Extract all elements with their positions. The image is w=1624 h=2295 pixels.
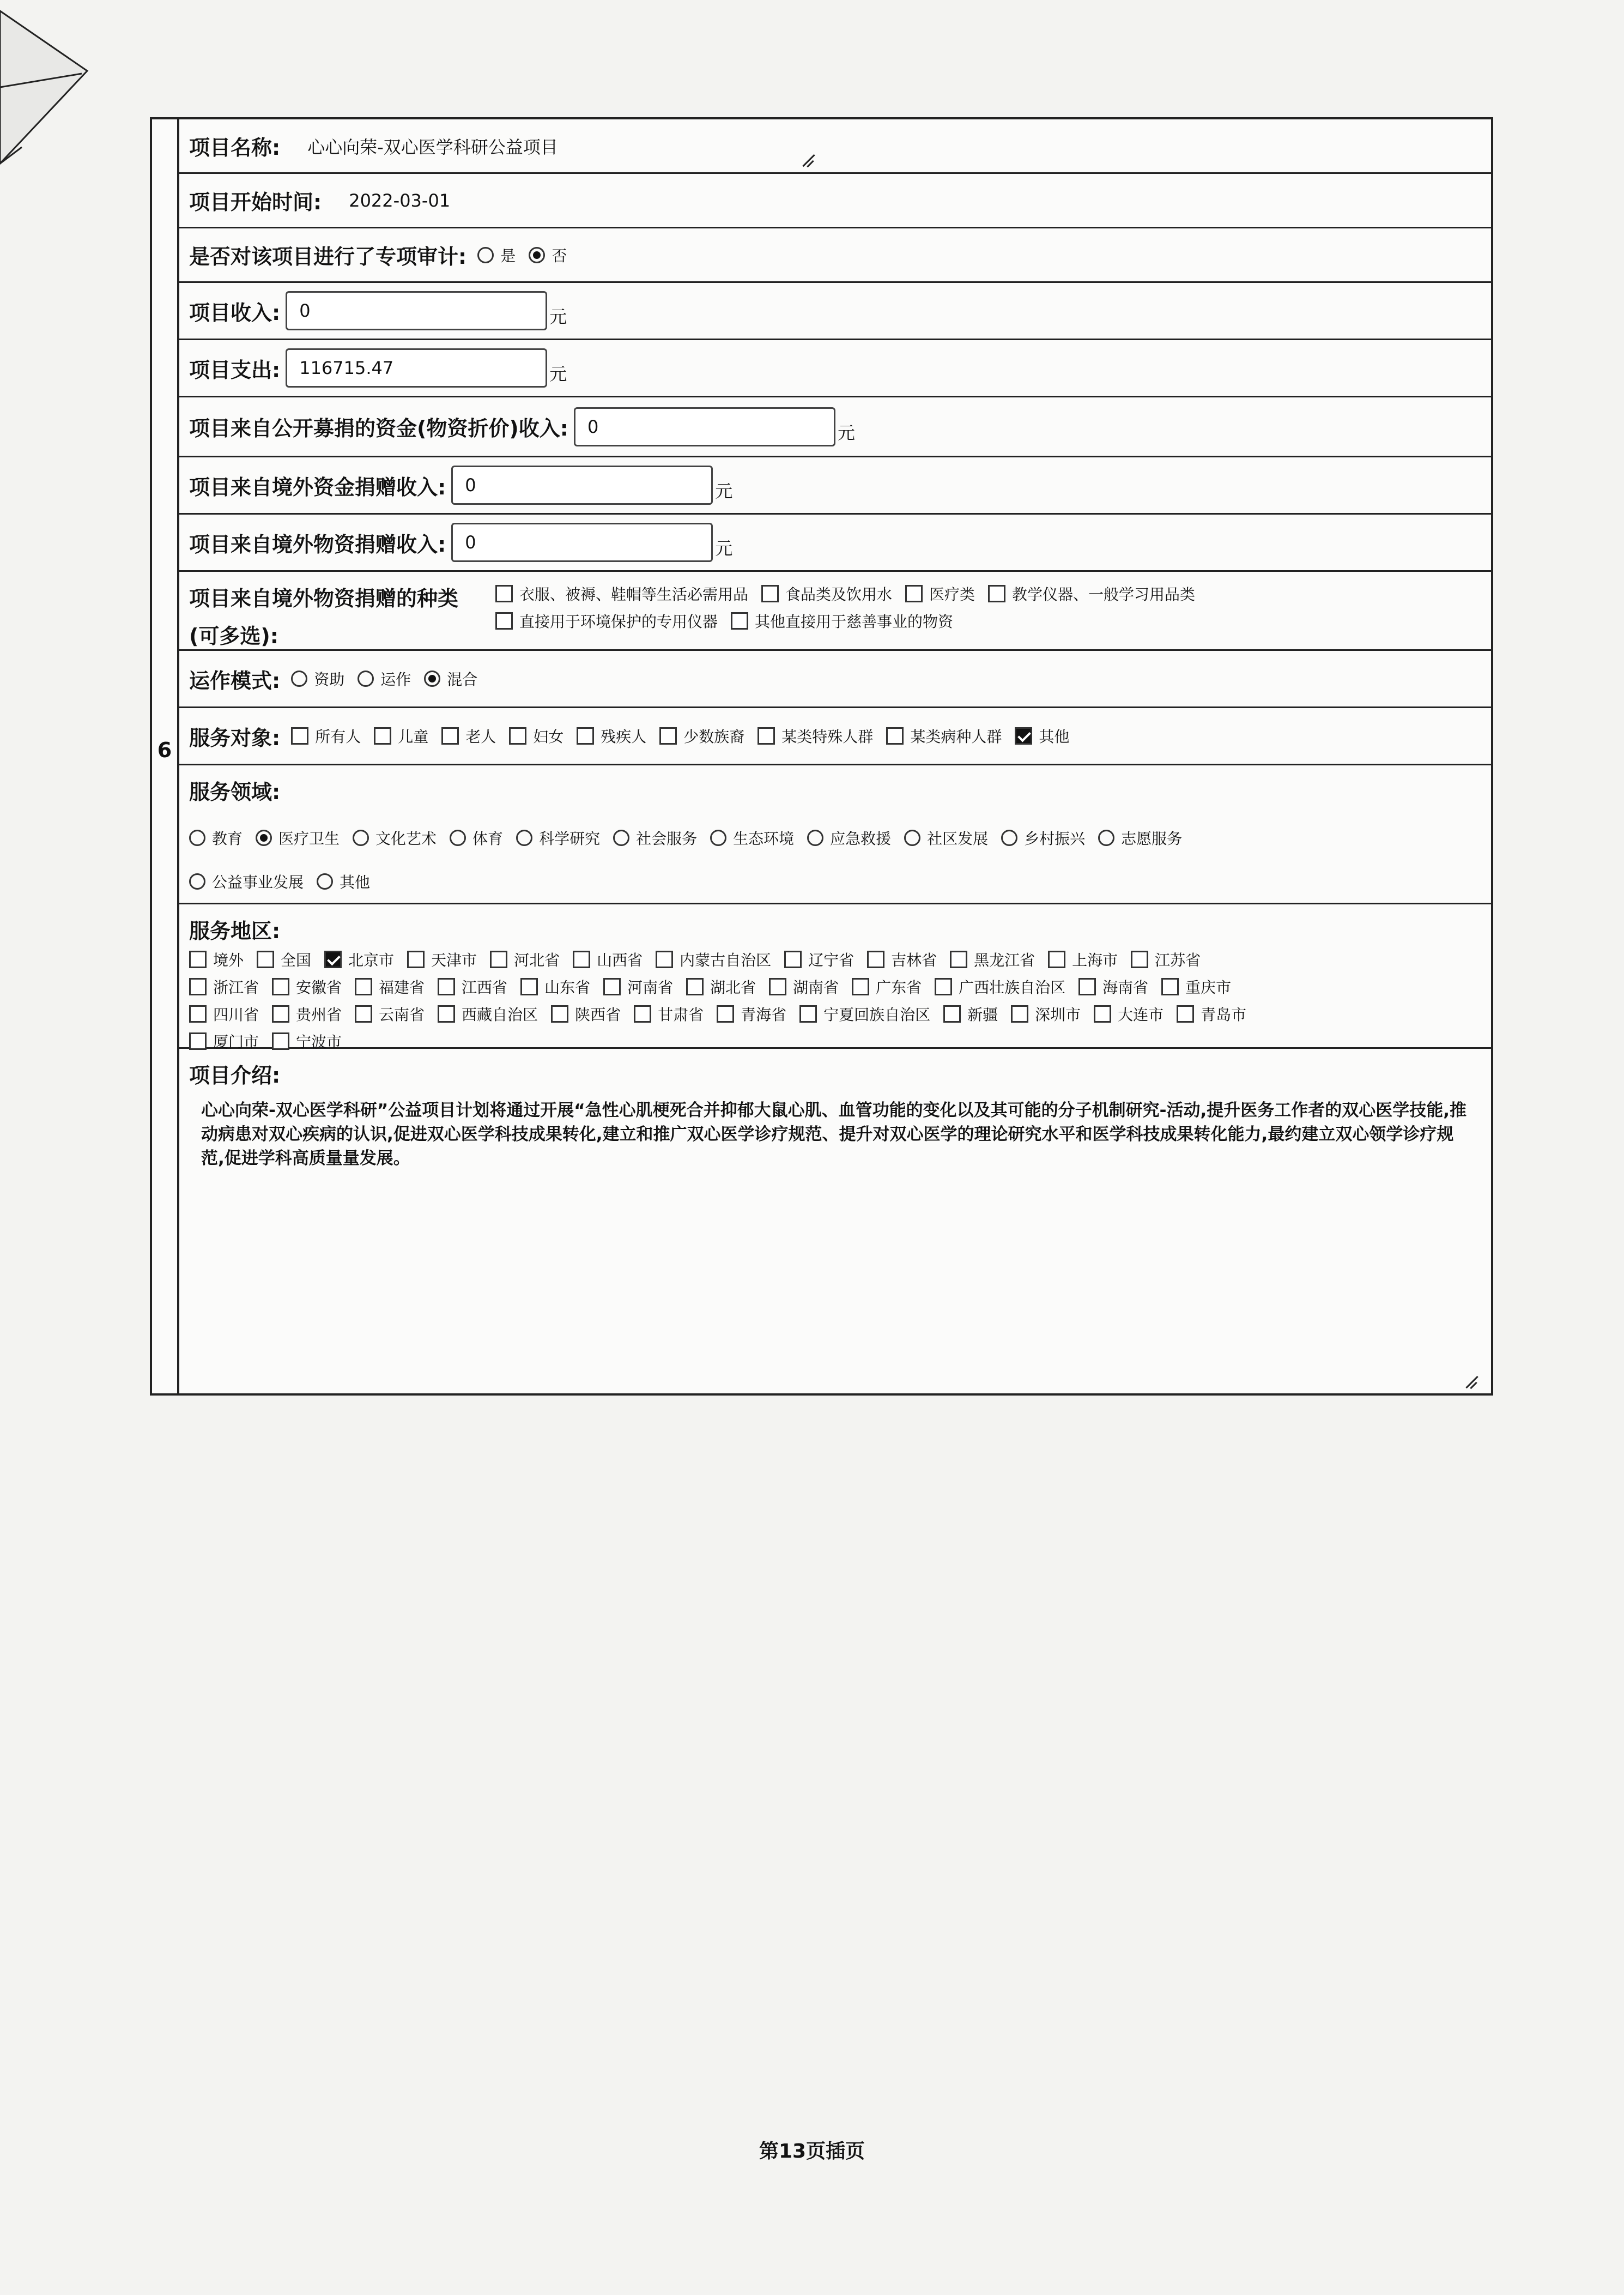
public-fund-label: 项目来自公开募捐的资金(物资折价)收入:: [189, 416, 568, 440]
field-option-culture-art[interactable]: 文化艺术: [353, 827, 437, 849]
checkbox-icon[interactable]: [1011, 1005, 1028, 1023]
checkbox-icon[interactable]: [784, 951, 802, 968]
project-info-table: [150, 117, 1493, 1396]
checkbox-icon[interactable]: [935, 978, 952, 995]
row-expense: [179, 340, 1491, 397]
mode-option-operate[interactable]: 运作: [357, 668, 411, 690]
checkbox-icon[interactable]: [291, 727, 308, 745]
audit-label: 是否对该项目进行了专项审计:: [189, 245, 467, 269]
checkbox-checked-icon[interactable]: [324, 951, 342, 968]
checkbox-icon[interactable]: [551, 1005, 568, 1023]
radio-unselected-icon[interactable]: [189, 873, 205, 890]
row-goods-types: [179, 572, 1491, 651]
overseas-goods-input[interactable]: 0: [451, 523, 713, 562]
income-input[interactable]: 0: [286, 291, 547, 330]
checkbox-icon[interactable]: [1177, 1005, 1194, 1023]
service-targets-label: 服务对象:: [189, 726, 281, 750]
checkbox-icon[interactable]: [438, 978, 455, 995]
region-option[interactable]: 内蒙古自治区: [656, 949, 771, 970]
target-option-disabled[interactable]: 残疾人: [577, 725, 646, 747]
radio-unselected-icon[interactable]: [357, 671, 374, 687]
field-option-social-service[interactable]: 社会服务: [613, 827, 697, 849]
field-option-other[interactable]: 其他: [317, 871, 370, 892]
checkbox-icon[interactable]: [577, 727, 594, 745]
expense-unit: 元: [549, 364, 567, 384]
region-option[interactable]: 海南省: [1078, 976, 1148, 998]
radio-selected-icon[interactable]: [529, 247, 545, 263]
row-public-fund: [179, 397, 1491, 457]
checkbox-icon[interactable]: [189, 978, 207, 995]
region-option[interactable]: 陕西省: [551, 1003, 621, 1025]
checkbox-icon[interactable]: [407, 951, 425, 968]
audit-option-yes[interactable]: 是: [477, 244, 516, 266]
checkbox-icon[interactable]: [573, 951, 590, 968]
project-name-value[interactable]: 心心向荣-双心医学科研公益项目: [307, 136, 558, 158]
region-option[interactable]: 吉林省: [867, 949, 937, 970]
radio-unselected-icon[interactable]: [317, 873, 333, 890]
region-option[interactable]: 宁夏回族自治区: [799, 1003, 930, 1025]
field-option-volunteer[interactable]: 志愿服务: [1098, 827, 1182, 849]
row-operation-mode: [179, 651, 1491, 708]
overseas-fund-unit: 元: [715, 481, 733, 502]
checkbox-icon[interactable]: [852, 978, 869, 995]
checkbox-icon[interactable]: [659, 727, 677, 745]
operation-mode-label: 运作模式:: [189, 668, 281, 693]
income-unit: 元: [549, 306, 567, 327]
checkbox-icon[interactable]: [1078, 978, 1096, 995]
region-option[interactable]: 贵州省: [272, 1003, 342, 1025]
radio-selected-icon[interactable]: [256, 830, 272, 846]
checkbox-icon[interactable]: [490, 951, 507, 968]
target-option-other[interactable]: 其他: [1015, 725, 1069, 747]
region-option[interactable]: 安徽省: [272, 976, 342, 998]
goods-option-other-charity[interactable]: 其他直接用于慈善事业的物资: [731, 610, 953, 632]
checkbox-icon[interactable]: [886, 727, 904, 745]
goods-option-food-water[interactable]: 食品类及饮用水: [761, 583, 892, 605]
region-option[interactable]: 黑龙江省: [950, 949, 1035, 970]
region-option[interactable]: 广东省: [852, 976, 922, 998]
checkbox-checked-icon[interactable]: [1015, 727, 1032, 745]
checkbox-icon[interactable]: [441, 727, 459, 745]
checkbox-icon[interactable]: [272, 978, 289, 995]
start-date-value[interactable]: 2022-03-01: [349, 190, 451, 211]
radio-unselected-icon[interactable]: [353, 830, 369, 846]
region-option[interactable]: 天津市: [407, 949, 477, 970]
public-fund-input[interactable]: 0: [574, 407, 835, 446]
start-date-label: 项目开始时间:: [189, 190, 322, 214]
income-label: 项目收入:: [189, 300, 281, 325]
checkbox-icon[interactable]: [189, 1032, 207, 1050]
radio-unselected-icon[interactable]: [710, 830, 726, 846]
checkbox-icon[interactable]: [686, 978, 704, 995]
checkbox-icon[interactable]: [717, 1005, 734, 1023]
field-option-emergency[interactable]: 应急救援: [807, 827, 891, 849]
checkbox-icon[interactable]: [355, 978, 372, 995]
row-service-regions: [179, 904, 1491, 1049]
public-fund-unit: 元: [837, 422, 855, 443]
field-option-rural[interactable]: 乡村振兴: [1001, 827, 1085, 849]
checkbox-icon[interactable]: [634, 1005, 651, 1023]
region-option[interactable]: 四川省: [189, 1003, 259, 1025]
target-option-minorities[interactable]: 少数族裔: [659, 725, 744, 747]
mode-option-mixed[interactable]: 混合: [424, 668, 477, 690]
project-name-label: 项目名称:: [189, 136, 281, 160]
checkbox-icon[interactable]: [438, 1005, 455, 1023]
checkbox-icon[interactable]: [950, 951, 967, 968]
checkbox-icon[interactable]: [761, 585, 779, 602]
region-option[interactable]: 宁波市: [272, 1030, 342, 1052]
region-option[interactable]: 上海市: [1048, 949, 1118, 970]
overseas-fund-label: 项目来自境外资金捐赠收入:: [189, 475, 446, 499]
radio-unselected-icon[interactable]: [516, 830, 532, 846]
row-income: [179, 283, 1491, 340]
region-option[interactable]: 西藏自治区: [438, 1003, 538, 1025]
row-project-intro: [179, 1049, 1491, 1398]
radio-unselected-icon[interactable]: [1001, 830, 1017, 846]
checkbox-icon[interactable]: [758, 727, 775, 745]
radio-selected-icon[interactable]: [424, 671, 440, 687]
checkbox-icon[interactable]: [603, 978, 621, 995]
checkbox-icon[interactable]: [1131, 951, 1148, 968]
region-option[interactable]: 重庆市: [1161, 976, 1231, 998]
checkbox-icon[interactable]: [189, 1005, 207, 1023]
field-option-education[interactable]: 教育: [189, 827, 243, 849]
radio-unselected-icon[interactable]: [291, 671, 307, 687]
radio-unselected-icon[interactable]: [1098, 830, 1114, 846]
region-option[interactable]: 广西壮族自治区: [935, 976, 1065, 998]
field-option-sports[interactable]: 体育: [450, 827, 503, 849]
checkbox-icon[interactable]: [189, 951, 207, 968]
goods-option-teaching[interactable]: 教学仪器、一般学习用品类: [988, 583, 1195, 605]
radio-unselected-icon[interactable]: [477, 247, 494, 263]
region-option[interactable]: 河南省: [603, 976, 673, 998]
checkbox-icon[interactable]: [731, 612, 748, 630]
region-option[interactable]: 湖北省: [686, 976, 756, 998]
row-service-fields: [179, 765, 1491, 904]
target-option-disease-group[interactable]: 某类病种人群: [886, 725, 1002, 747]
checkbox-icon[interactable]: [1161, 978, 1179, 995]
row-overseas-fund: [179, 457, 1491, 515]
target-option-special-group[interactable]: 某类特殊人群: [758, 725, 873, 747]
checkbox-icon[interactable]: [272, 1032, 289, 1050]
overseas-fund-input[interactable]: 0: [451, 466, 713, 505]
project-intro-label: 项目介绍:: [189, 1064, 281, 1088]
checkbox-icon[interactable]: [374, 727, 391, 745]
row-service-targets: [179, 708, 1491, 765]
checkbox-icon[interactable]: [272, 1005, 289, 1023]
field-option-ecology[interactable]: 生态环境: [710, 827, 794, 849]
checkbox-icon[interactable]: [495, 612, 513, 630]
checkbox-icon[interactable]: [988, 585, 1005, 602]
radio-unselected-icon[interactable]: [807, 830, 823, 846]
checkbox-icon[interactable]: [1094, 1005, 1111, 1023]
goods-option-daily-necessities[interactable]: 衣服、被褥、鞋帽等生活必需用品: [495, 583, 748, 605]
checkbox-icon[interactable]: [257, 951, 274, 968]
radio-unselected-icon[interactable]: [450, 830, 466, 846]
region-option[interactable]: 大连市: [1094, 1003, 1164, 1025]
service-regions-label: 服务地区:: [189, 919, 281, 943]
region-option[interactable]: 山东省: [520, 976, 590, 998]
resize-handle-icon[interactable]: [1464, 1374, 1480, 1390]
region-option[interactable]: 新疆: [943, 1003, 998, 1025]
row-audit: [179, 228, 1491, 283]
region-option[interactable]: 辽宁省: [784, 949, 854, 970]
checkbox-icon[interactable]: [1048, 951, 1065, 968]
row-start-date: [179, 174, 1491, 228]
mode-option-grant[interactable]: 资助: [291, 668, 344, 690]
service-fields-label: 服务领域:: [189, 780, 281, 804]
checkbox-icon[interactable]: [520, 978, 538, 995]
checkbox-icon[interactable]: [769, 978, 786, 995]
target-option-women[interactable]: 妇女: [509, 725, 563, 747]
target-option-children[interactable]: 儿童: [374, 725, 428, 747]
resize-handle-icon[interactable]: [801, 152, 817, 168]
field-option-community[interactable]: 社区发展: [904, 827, 988, 849]
expense-label: 项目支出:: [189, 358, 281, 382]
region-option[interactable]: 江西省: [438, 976, 507, 998]
goods-option-medical[interactable]: 医疗类: [905, 583, 975, 605]
region-option[interactable]: 厦门市: [189, 1030, 259, 1052]
overseas-goods-label: 项目来自境外物资捐赠收入:: [189, 532, 446, 557]
checkbox-icon[interactable]: [943, 1005, 961, 1023]
target-option-elderly[interactable]: 老人: [441, 725, 496, 747]
page-footer-note: 第13页插页: [759, 2140, 865, 2163]
checkbox-icon[interactable]: [905, 585, 923, 602]
region-option[interactable]: 青海省: [717, 1003, 786, 1025]
region-option[interactable]: 山西省: [573, 949, 643, 970]
region-option-beijing[interactable]: 北京市: [324, 949, 394, 970]
field-option-healthcare[interactable]: 医疗卫生: [256, 827, 340, 849]
region-option[interactable]: 湖南省: [769, 976, 839, 998]
field-option-research[interactable]: 科学研究: [516, 827, 600, 849]
region-option[interactable]: 浙江省: [189, 976, 259, 998]
field-option-public-welfare[interactable]: 公益事业发展: [189, 871, 304, 892]
checkbox-icon[interactable]: [799, 1005, 817, 1023]
region-option[interactable]: 甘肃省: [634, 1003, 704, 1025]
row-number: 6: [157, 738, 172, 762]
project-intro-text[interactable]: 心心向荣-双心医学科研”公益项目计划将通过开展“急性心肌梗死合并抑郁大鼠心肌、血管功能的变化以及其可能的分子机制研究-活动,提升医务工作者的双心医学技能,推动病患对双心疾病的认识,促进双心医学科技成果转化,建立和推广双心医学诊疗规范、提升对双心医学的理论研究水平和医学科技成果转化能力,最约建立双心领学诊疗规范,促进学科高质量量发展。: [201, 1101, 1467, 1168]
region-option[interactable]: 河北省: [490, 949, 560, 970]
region-option[interactable]: 福建省: [355, 976, 425, 998]
region-option[interactable]: 云南省: [355, 1003, 425, 1025]
goods-types-multi-note: (可多选):: [189, 624, 278, 648]
radio-unselected-icon[interactable]: [613, 830, 629, 846]
region-option[interactable]: 青岛市: [1177, 1003, 1246, 1025]
region-option[interactable]: 境外: [189, 949, 244, 970]
goods-types-label: 项目来自境外物资捐赠的种类: [189, 587, 459, 611]
row-project-name: [179, 119, 1491, 174]
region-option[interactable]: 江苏省: [1131, 949, 1201, 970]
checkbox-icon[interactable]: [509, 727, 526, 745]
row-overseas-goods: [179, 515, 1491, 572]
radio-unselected-icon[interactable]: [189, 830, 205, 846]
checkbox-icon[interactable]: [495, 585, 513, 602]
row-number-column: [152, 119, 179, 1393]
region-option[interactable]: 全国: [257, 949, 311, 970]
expense-input[interactable]: 116715.47: [286, 348, 547, 388]
overseas-goods-unit: 元: [715, 538, 733, 559]
target-option-all[interactable]: 所有人: [291, 725, 361, 747]
checkbox-icon[interactable]: [355, 1005, 372, 1023]
checkbox-icon[interactable]: [867, 951, 884, 968]
page-edge-decoration: [0, 0, 142, 207]
goods-option-environment[interactable]: 直接用于环境保护的专用仪器: [495, 610, 718, 632]
radio-unselected-icon[interactable]: [904, 830, 920, 846]
checkbox-icon[interactable]: [656, 951, 673, 968]
region-option[interactable]: 深圳市: [1011, 1003, 1081, 1025]
audit-option-no[interactable]: 否: [529, 244, 567, 266]
